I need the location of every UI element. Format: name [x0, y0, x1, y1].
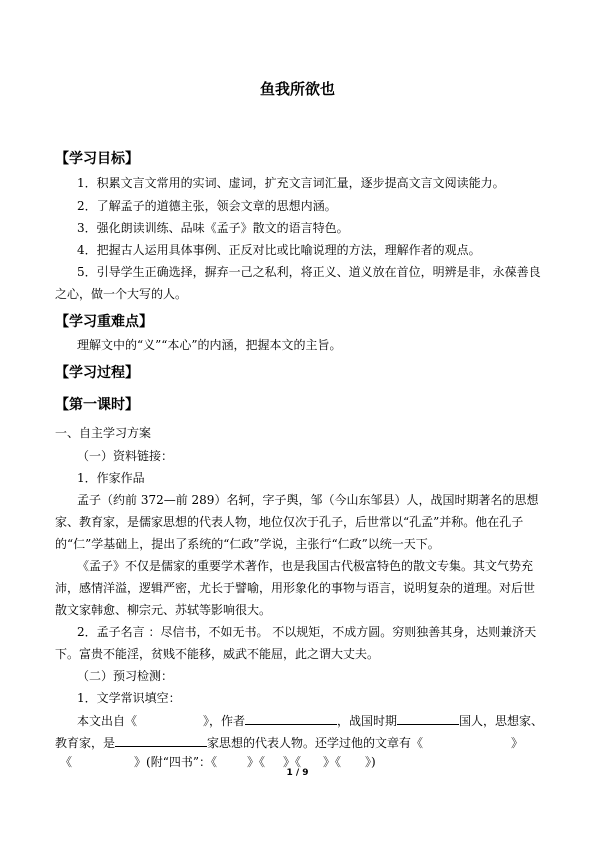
goal-item-continued: 之心，做一个大写的人。 — [55, 287, 188, 301]
paragraph-line: 孟子（约前 372—前 289）名轲，字子舆，邹（今山东邹县）人，战国时期著名的思想 — [77, 493, 539, 507]
paragraph-line: 家、教育家，是儒家思想的代表人物，地位仅次于孔子，后世常以“孔孟”并称。他在孔子 — [55, 515, 524, 529]
part-heading: 一、自主学习方案 — [55, 426, 152, 440]
page-number: 1 / 9 — [286, 768, 309, 778]
item-heading: 1．文学常识填空： — [77, 691, 181, 705]
fill-text: 《 — [60, 755, 73, 769]
fill-text: 》(附“四书”：《 — [134, 755, 217, 769]
fill-text: 国人，思想家、 — [459, 714, 544, 728]
item-heading: 1．作家作品 — [77, 471, 145, 485]
paragraph-line: 沛，感情洋溢，逻辑严密，尤长于譬喻，用形象化的事物与语言，说明复杂的道理。对后世 — [55, 581, 536, 595]
fill-text: 》《 — [246, 755, 265, 769]
fill-text: 教育家，是 — [55, 736, 116, 750]
fill-text: 》《 — [323, 755, 342, 769]
paragraph-line: 下。富贵不能淫，贫贱不能移，威武不能屈，此之谓大丈夫。 — [55, 647, 380, 661]
fill-text: 本文出自《 — [77, 714, 138, 728]
goals-heading: 【学习目标】 — [55, 151, 139, 167]
fill-text: 》，作者 — [203, 714, 246, 728]
paragraph-line: 散文家韩愈、柳宗元、苏轼等影响很大。 — [55, 603, 272, 617]
answer-blank[interactable] — [245, 713, 337, 725]
fill-text: 》) — [365, 755, 376, 769]
page-title: 鱼我所欲也 — [259, 80, 335, 98]
answer-blank[interactable] — [397, 713, 459, 725]
fill-text: 》 — [511, 736, 524, 750]
fill-in-line — [77, 713, 543, 728]
paragraph-line: 《孟子》不仅是儒家的重要学术著作，也是我国古代极富特色的散文专集。其文气势充 — [77, 559, 534, 573]
goal-item: 4．把握古人运用具体事例、正反对比或比喻说理的方法，理解作者的观点。 — [77, 243, 481, 257]
fill-text: 家思想的代表人物。还学过他的文章有《 — [207, 736, 424, 750]
paragraph-line: 的“仁”学基础上，提出了系统的“仁政”学说，主张行“仁政”以统一天下。 — [55, 537, 440, 551]
goal-item: 1．积累文言文常用的实词、虚词，扩充文言词汇量，逐步提高文言文阅读能力。 — [77, 176, 505, 190]
fill-text: 》《 — [282, 755, 301, 769]
subsection-heading: （一）资料链接： — [77, 449, 174, 463]
fill-in-line — [55, 735, 523, 750]
subsection-heading: （二）预习检测： — [77, 669, 174, 683]
fill-text: ，战国时期 — [337, 714, 398, 728]
goal-item: 2．了解孟子的道德主张，领会文章的思想内涵。 — [77, 199, 337, 213]
key-points-heading: 【学习重难点】 — [55, 314, 153, 330]
process-heading: 【学习过程】 — [55, 365, 139, 381]
fill-in-line — [60, 755, 376, 769]
answer-blank[interactable] — [115, 735, 207, 747]
lesson-heading: 【第一课时】 — [55, 397, 139, 413]
goal-item: 5．引导学生正确选择，摒弃一己之私利，将正义、道义放在首位，明辨是非，永葆善良 — [77, 265, 541, 279]
goal-item: 3．强化朗读训练、品味《孟子》散文的语言特色。 — [77, 221, 349, 235]
key-point-text: 理解文中的“义”“本心”的内涵，把握本文的主旨。 — [77, 338, 342, 352]
paragraph-line: 2．孟子名言 ：尽信书，不如无书。 不以规矩，不成方圆。穷则独善其身，达则兼济天 — [77, 625, 537, 639]
